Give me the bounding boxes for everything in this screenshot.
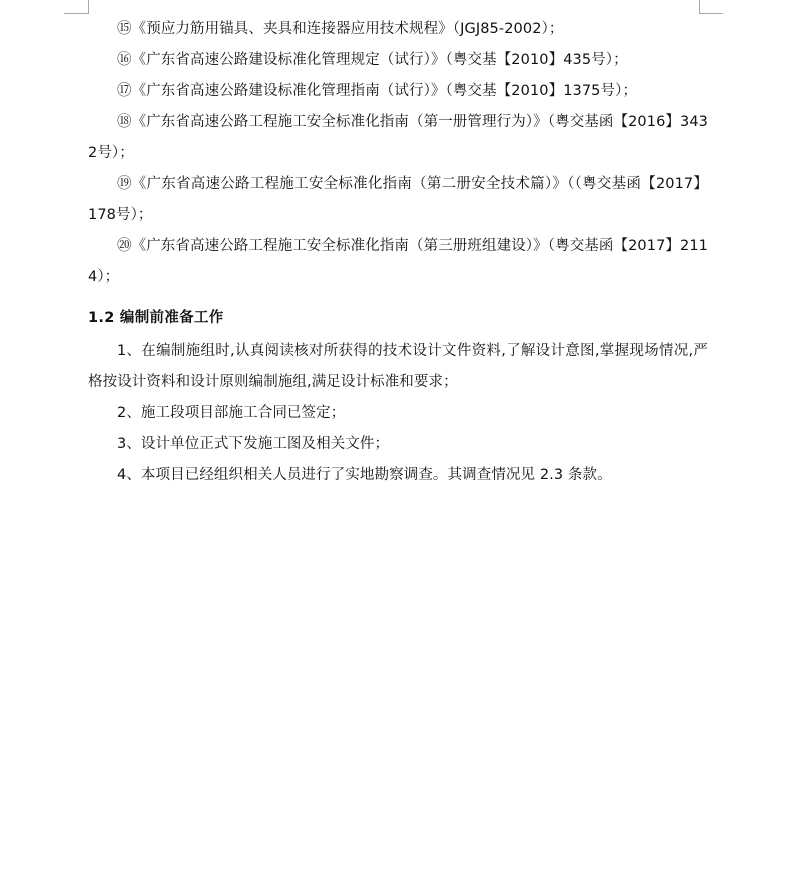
crop-mark-top-left — [64, 13, 88, 14]
preparation-item-4: 4、本项目已经组织相关人员进行了实地勘察调查。其调查情况见 2.3 条款。 — [117, 467, 612, 483]
crop-mark-top-left — [88, 0, 89, 14]
preparation-item-2: 2、施工段项目部施工合同已签定； — [117, 405, 346, 421]
reference-item-15: ⑮《预应力筋用锚具、夹具和连接器应用技术规程》（JGJ85-2002）； — [117, 21, 564, 37]
reference-item-16: ⑯《广东省高速公路建设标准化管理规定（试行）》（粤交基【2010】435号）； — [117, 52, 628, 68]
reference-item-17: ⑰《广东省高速公路建设标准化管理指南（试行）》（粤交基【2010】1375号）； — [117, 83, 638, 99]
reference-item-19: ⑲《广东省高速公路工程施工安全标准化指南（第二册安全技术篇）》（（粤交基函【2017】178号）； — [88, 176, 708, 223]
preparation-item-3: 3、设计单位正式下发施工图及相关文件； — [117, 436, 390, 452]
preparation-item-1: 1、在编制施组时,认真阅读核对所获得的技术设计文件资料,了解设计意图,掌握现场情况,严格按设计资料和设计原则编制施组,满足设计标准和要求； — [88, 343, 708, 390]
document-body — [88, 14, 708, 491]
reference-item-20: ⑳《广东省高速公路工程施工安全标准化指南（第三册班组建设）》（粤交基函【2017】2114）； — [88, 238, 708, 285]
reference-item-18: ⑱《广东省高速公路工程施工安全标准化指南（第一册管理行为）》（粤交基函【2016】3432号）； — [88, 114, 708, 161]
crop-mark-top-right — [699, 0, 700, 14]
section-heading: 1.2 编制前准备工作 — [88, 310, 224, 326]
